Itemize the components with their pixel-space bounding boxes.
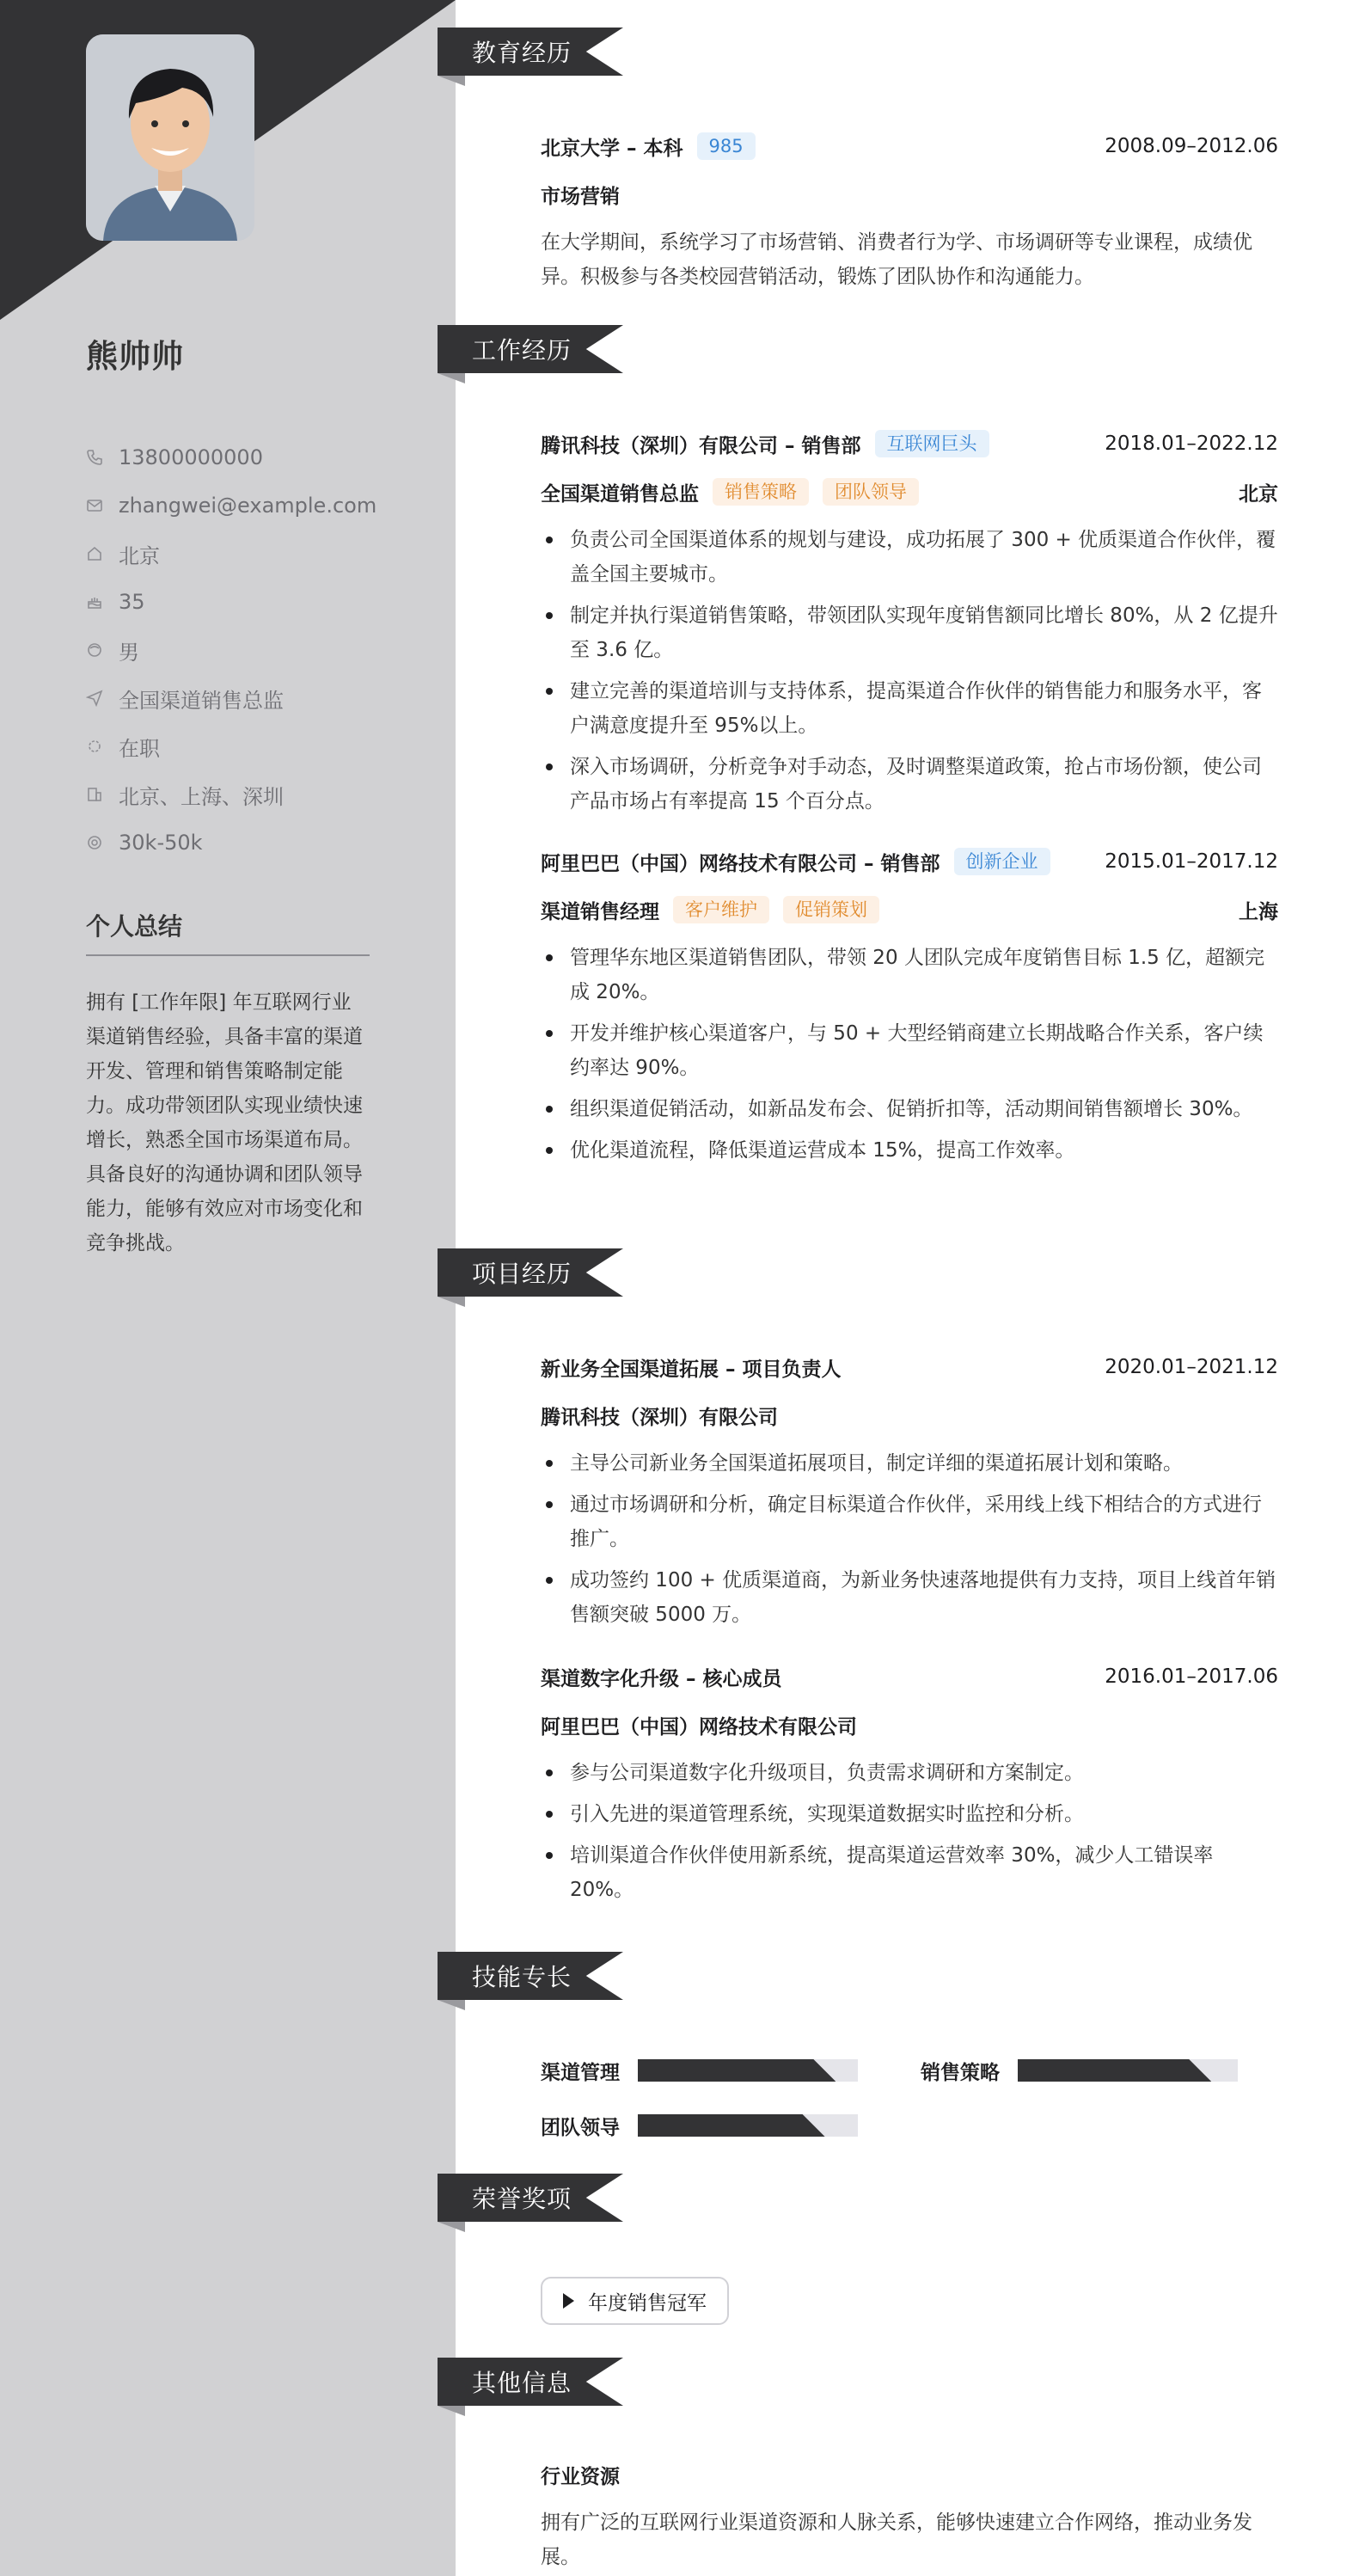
contact-email-text: zhangwei@example.com xyxy=(119,494,377,518)
section-header-skills xyxy=(438,1952,623,2000)
education-major: 市场营销 xyxy=(541,185,620,208)
profile-name: 熊帅帅 xyxy=(86,338,184,375)
home-icon xyxy=(86,545,103,562)
award-label: 年度销售冠军 xyxy=(588,2291,707,2315)
skill-bar xyxy=(638,2059,858,2082)
project-header xyxy=(541,1350,1278,1384)
section-header-projects xyxy=(438,1248,623,1297)
contact-gender-text: 男 xyxy=(119,640,139,665)
contact-salary-text: 30k-50k xyxy=(119,831,203,855)
skill-team-leadership xyxy=(541,2108,858,2143)
skill-bar-fill xyxy=(638,2114,825,2137)
job-company: 阿里巴巴（中国）网络技术有限公司 – 销售部 xyxy=(541,852,940,875)
job-role-row xyxy=(541,475,1278,509)
skill-channel-management xyxy=(541,2053,858,2088)
other-text: 拥有广泛的互联网行业渠道资源和人脉关系，能够快速建立合作网络，推动业务发展。 xyxy=(541,2512,1252,2568)
play-icon xyxy=(563,2293,574,2309)
contact-salary xyxy=(86,825,203,860)
job-city: 上海 xyxy=(1239,900,1278,923)
job-role-tag: 团队领导 xyxy=(823,478,919,506)
section-title: 技能专长 xyxy=(472,1963,572,1991)
job-date: 2018.01–2022.12 xyxy=(1105,432,1278,455)
education-date: 2008.09–2012.06 xyxy=(1105,135,1278,157)
job-header xyxy=(541,426,1278,461)
list-item: 建立完善的渠道培训与支持体系，提高渠道合作伙伴的销售能力和服务水平，客户满意度提升至 95%以上。 xyxy=(541,674,1278,743)
send-icon xyxy=(86,690,103,707)
list-item: 通过市场调研和分析，确定目标渠道合作伙伴，采用线上线下相结合的方式进行推广。 xyxy=(541,1487,1278,1556)
job-role: 渠道销售经理 xyxy=(541,900,659,923)
list-item: 深入市场调研，分析竞争对手动态，及时调整渠道政策，抢占市场份额，使公司产品市场占有率提高 15 个百分点。 xyxy=(541,750,1278,819)
job-role: 全国渠道销售总监 xyxy=(541,482,699,506)
contact-cities xyxy=(86,777,284,812)
contact-position-text: 全国渠道销售总监 xyxy=(119,688,284,713)
education-school: 北京大学 – 本科 xyxy=(541,137,683,160)
job-role-tag: 客户维护 xyxy=(673,896,769,923)
education-major-row xyxy=(541,177,1278,212)
section-title: 教育经历 xyxy=(472,39,572,67)
contact-status-text: 在职 xyxy=(119,736,160,761)
avatar xyxy=(86,34,254,241)
job-company-tag: 创新企业 xyxy=(954,848,1050,875)
list-item: 制定并执行渠道销售策略，带领团队实现年度销售额同比增长 80%，从 2 亿提升至 3.6 亿。 xyxy=(541,598,1278,667)
job-bullets xyxy=(541,523,1278,825)
project-date: 2016.01–2017.06 xyxy=(1105,1665,1278,1688)
list-item: 开发并维护核心渠道客户，与 50 + 大型经销商建立长期战略合作关系，客户续约率达 90%。 xyxy=(541,1016,1278,1085)
skill-name: 团队领导 xyxy=(541,2116,620,2139)
job-date: 2015.01–2017.12 xyxy=(1105,850,1278,873)
section-title: 其他信息 xyxy=(472,2369,572,2397)
skill-name: 渠道管理 xyxy=(541,2061,620,2084)
project-bullets xyxy=(541,1756,1278,1914)
contact-age xyxy=(86,585,145,619)
skill-sales-strategy xyxy=(921,2053,1238,2088)
job-bullets xyxy=(541,941,1278,1175)
other-subtitle-row xyxy=(541,2457,1278,2492)
cake-icon xyxy=(86,593,103,610)
job-company: 腾讯科技（深圳）有限公司 – 销售部 xyxy=(541,434,861,457)
contact-gender xyxy=(86,633,139,667)
sidebar xyxy=(0,0,456,2576)
section-title: 项目经历 xyxy=(472,1260,572,1288)
contact-position xyxy=(86,681,284,715)
project-bullets xyxy=(541,1446,1278,1639)
project-header xyxy=(541,1659,1278,1694)
contact-location-text: 北京 xyxy=(119,543,160,568)
project-date: 2020.01–2021.12 xyxy=(1105,1356,1278,1378)
contact-phone xyxy=(86,440,263,475)
project-org-row xyxy=(541,1398,1278,1432)
section-header-education xyxy=(438,28,623,76)
skill-bar xyxy=(638,2114,858,2137)
project-name: 渠道数字化升级 – 核心成员 xyxy=(541,1667,782,1690)
list-item: 成功签约 100 + 优质渠道商，为新业务快速落地提供有力支持，项目上线首年销售额突破 5000 万。 xyxy=(541,1563,1278,1632)
skill-bar-fill xyxy=(1018,2059,1211,2082)
contact-email xyxy=(86,488,376,523)
list-item: 优化渠道流程，降低渠道运营成本 15%，提高工作效率。 xyxy=(541,1133,1278,1168)
status-icon xyxy=(86,738,103,755)
summary-title: 个人总结 xyxy=(86,912,183,941)
job-header xyxy=(541,844,1278,879)
section-title: 荣誉奖项 xyxy=(472,2185,572,2213)
skill-bar-fill xyxy=(638,2059,836,2082)
list-item: 负责公司全国渠道体系的规划与建设，成功拓展了 300 + 优质渠道合作伙伴，覆盖全国主要城市。 xyxy=(541,523,1278,592)
project-org-row xyxy=(541,1708,1278,1742)
contact-phone-text: 13800000000 xyxy=(119,445,263,469)
project-name: 新业务全国渠道拓展 – 项目负责人 xyxy=(541,1358,842,1381)
project-org: 腾讯科技（深圳）有限公司 xyxy=(541,1406,778,1429)
section-header-work xyxy=(438,325,623,373)
section-title: 工作经历 xyxy=(472,336,572,365)
contact-location xyxy=(86,537,160,571)
contact-cities-text: 北京、上海、深圳 xyxy=(119,784,284,809)
list-item: 组织渠道促销活动，如新品发布会、促销折扣等，活动期间销售额增长 30%。 xyxy=(541,1092,1278,1126)
gender-icon xyxy=(86,641,103,659)
list-item: 主导公司新业务全国渠道拓展项目，制定详细的渠道拓展计划和策略。 xyxy=(541,1446,1278,1481)
skill-bar xyxy=(1018,2059,1238,2082)
education-desc: 在大学期间，系统学习了市场营销、消费者行为学、市场调研等专业课程，成绩优异。积极参与各类校园营销活动，锻炼了团队协作和沟通能力。 xyxy=(541,231,1252,288)
job-role-tag: 促销策划 xyxy=(783,896,879,923)
list-item: 引入先进的渠道管理系统，实现渠道数据实时监控和分析。 xyxy=(541,1797,1278,1831)
building-icon xyxy=(86,786,103,803)
skill-name: 销售策略 xyxy=(921,2061,1000,2084)
job-role-row xyxy=(541,892,1278,927)
list-item: 培训渠道合作伙伴使用新系统，提高渠道运营效率 30%，减少人工错误率 20%。 xyxy=(541,1838,1278,1907)
phone-icon xyxy=(86,449,103,466)
education-tag: 985 xyxy=(697,132,756,160)
other-subtitle: 行业资源 xyxy=(541,2465,620,2488)
education-header xyxy=(541,129,1278,163)
contact-status xyxy=(86,729,160,764)
section-header-honors xyxy=(438,2174,623,2222)
award-item-button[interactable] xyxy=(541,2277,729,2325)
avatar-portrait-icon xyxy=(86,34,254,241)
money-icon xyxy=(86,834,103,851)
contact-age-text: 35 xyxy=(119,590,145,614)
job-role-tag: 销售策略 xyxy=(713,478,809,506)
email-icon xyxy=(86,497,103,514)
list-item: 管理华东地区渠道销售团队，带领 20 人团队完成年度销售目标 1.5 亿，超额完成 20%。 xyxy=(541,941,1278,1009)
job-company-tag: 互联网巨头 xyxy=(875,430,989,457)
list-item: 参与公司渠道数字化升级项目，负责需求调研和方案制定。 xyxy=(541,1756,1278,1790)
job-city: 北京 xyxy=(1239,482,1278,506)
summary-divider xyxy=(86,954,370,956)
summary-text: 拥有 [工作年限] 年互联网行业渠道销售经验，具备丰富的渠道开发、管理和销售策略制定能力。成功带领团队实现业绩快速增长，熟悉全国市场渠道布局。具备良好的沟通协调和团队领导能力，能够有效应对市场变化和竞争挑战。 xyxy=(86,991,363,1254)
section-header-other xyxy=(438,2358,623,2406)
project-org: 阿里巴巴（中国）网络技术有限公司 xyxy=(541,1715,857,1739)
